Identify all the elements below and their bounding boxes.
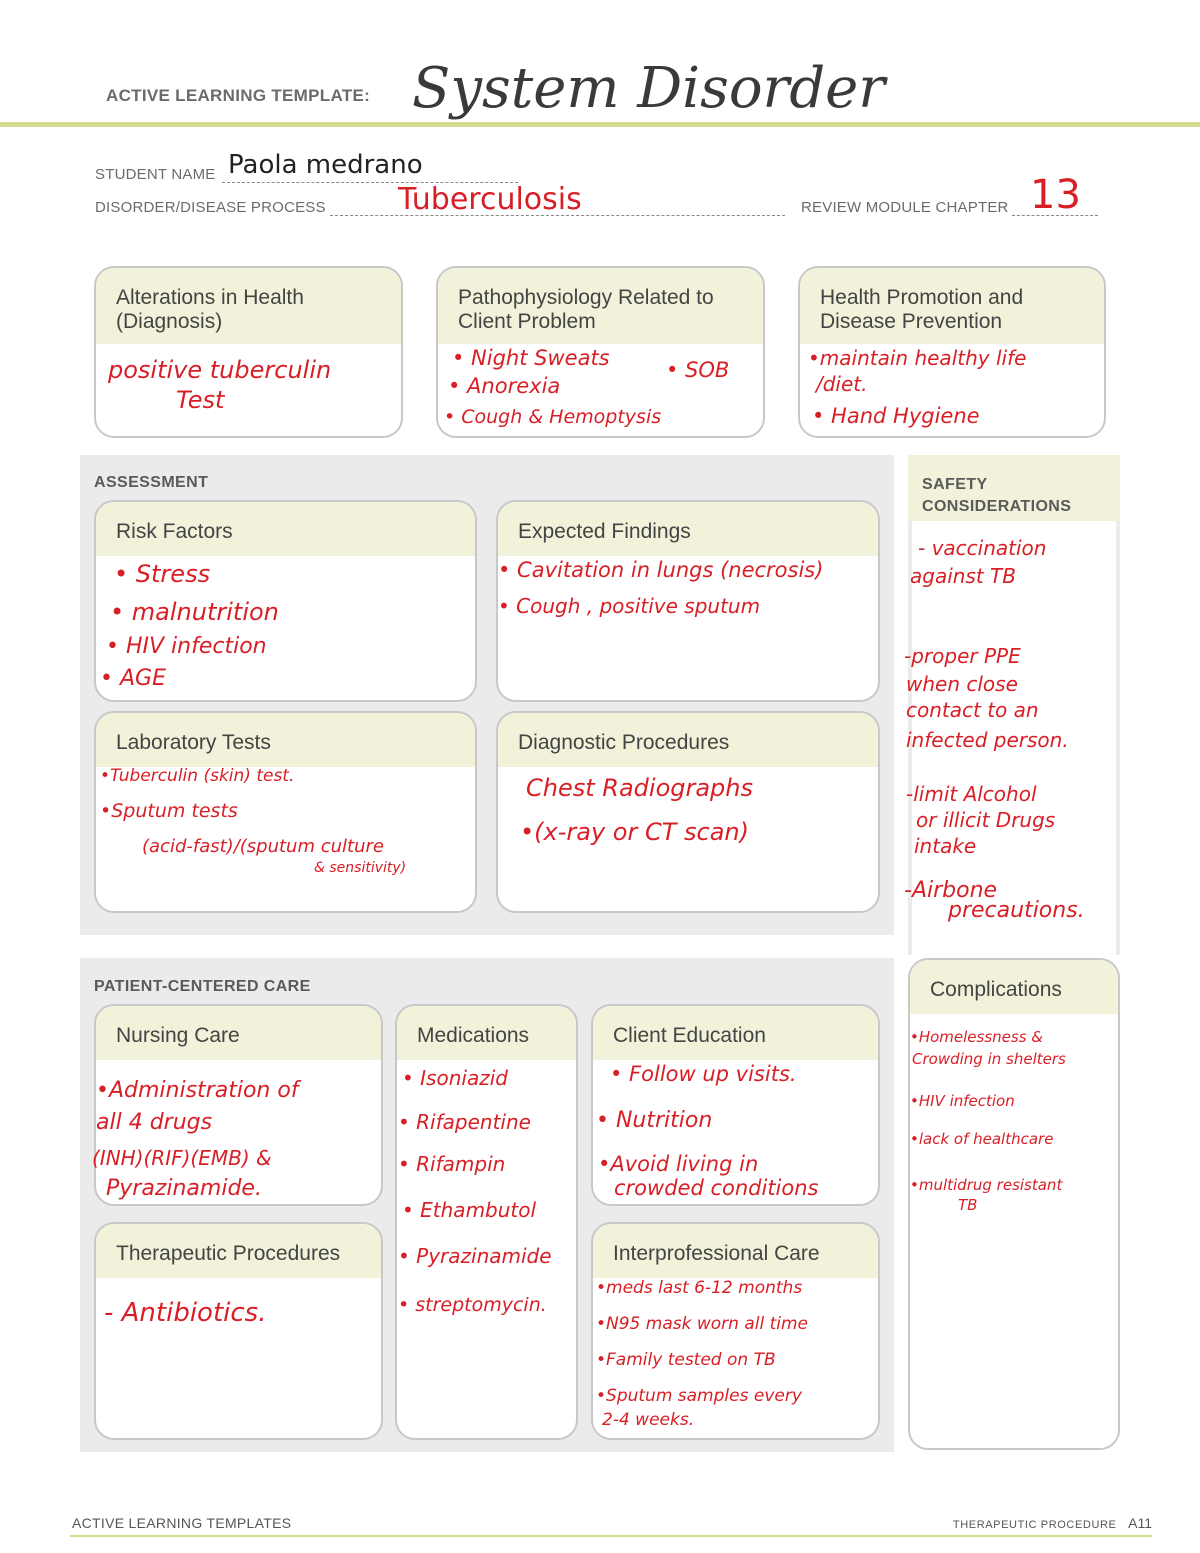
medications-title: Medications <box>397 1006 576 1060</box>
student-name-value[interactable]: Paola medrano <box>228 150 423 180</box>
risk-factors-title: Risk Factors <box>96 502 475 556</box>
lab-test-line-4: & sensitivity) <box>314 860 407 876</box>
assessment-label: ASSESSMENT <box>94 474 209 491</box>
alterations-box <box>94 266 403 438</box>
alterations-title: Alterations in Health (Diagnosis) <box>96 268 401 344</box>
health-promotion-title: Health Promotion and Disease Prevention <box>800 268 1104 344</box>
patho-item-4: • Cough & Hemoptysis <box>444 406 662 428</box>
diagnostic-procedures-title: Diagnostic Procedures <box>498 713 878 767</box>
patho-item-1: • Night Sweats <box>452 346 610 370</box>
client-education-title: Client Education <box>593 1006 878 1060</box>
page-number: A11 <box>1128 1515 1152 1531</box>
risk-factor-item: • Stress <box>114 560 211 588</box>
expected-findings-title: Expected Findings <box>498 502 878 556</box>
patho-item-3: • Anorexia <box>448 374 561 398</box>
diagnostic-procedures-box <box>496 711 880 913</box>
complications-title: Complications <box>910 960 1118 1014</box>
nursing-care-line: •Administration of <box>96 1078 299 1103</box>
safety-label: SAFETY CONSIDERATIONS <box>922 476 1072 516</box>
patho-item-2: • SOB <box>666 358 730 382</box>
header-divider <box>0 122 1200 127</box>
medication-item: • Rifampin <box>398 1152 506 1176</box>
student-name-label: STUDENT NAME <box>95 166 216 183</box>
interprofessional-line-5: 2-4 weeks. <box>602 1410 695 1430</box>
risk-factor-item: • malnutrition <box>110 598 279 626</box>
nursing-care-line: all 4 drugs <box>96 1110 213 1135</box>
safety-line: -proper PPE <box>904 644 1021 668</box>
complications-line-2: Crowding in shelters <box>912 1050 1066 1068</box>
lab-test-line-1: •Tuberculin (skin) test. <box>100 766 295 786</box>
complications-line-3: •HIV infection <box>910 1092 1015 1110</box>
page-title: System Disorder <box>412 56 886 121</box>
lab-test-line-3: (acid-fast)/(sputum culture <box>142 836 384 857</box>
medication-item: • Ethambutol <box>402 1198 537 1222</box>
safety-line: against TB <box>910 564 1016 588</box>
footer-left-label: ACTIVE LEARNING TEMPLATES <box>72 1515 292 1531</box>
interprofessional-line-2: •N95 mask worn all time <box>596 1314 809 1334</box>
interprofessional-line-1: •meds last 6-12 months <box>596 1278 803 1298</box>
alterations-line-1: positive tuberculin <box>108 356 332 384</box>
pathophysiology-title: Pathophysiology Related to Client Problem <box>438 268 763 344</box>
expected-finding-item: • Cough , positive sputum <box>498 594 761 618</box>
medication-item: • streptomycin. <box>398 1294 547 1316</box>
interprofessional-line-3: •Family tested on TB <box>596 1350 776 1370</box>
nursing-care-line: (INH)(RIF)(EMB) & <box>92 1146 272 1170</box>
therapeutic-procedure-line: - Antibiotics. <box>104 1298 267 1328</box>
safety-line: -limit Alcohol <box>906 782 1037 806</box>
alterations-line-2: Test <box>176 386 225 414</box>
complications-line-4: •lack of healthcare <box>910 1130 1054 1148</box>
lab-test-line-2: •Sputum tests <box>100 800 238 822</box>
disorder-value[interactable]: Tuberculosis <box>398 182 582 217</box>
nursing-care-line: Pyrazinamide. <box>106 1176 262 1201</box>
template-label: ACTIVE LEARNING TEMPLATE: <box>106 86 371 105</box>
expected-finding-item: • Cavitation in lungs (necrosis) <box>498 558 824 582</box>
review-chapter-label: REVIEW MODULE CHAPTER <box>801 199 1009 216</box>
client-education-line-4: crowded conditions <box>614 1176 819 1200</box>
client-education-line-3: •Avoid living in <box>598 1152 759 1176</box>
medication-item: • Pyrazinamide <box>398 1244 552 1268</box>
footer-divider <box>70 1535 1152 1537</box>
medication-item: • Rifapentine <box>398 1110 531 1134</box>
safety-line: - vaccination <box>918 536 1047 560</box>
health-promotion-line-2: /diet. <box>816 372 868 396</box>
footer-section-label: THERAPEUTIC PROCEDURE <box>952 1519 1117 1531</box>
therapeutic-procedures-title: Therapeutic Procedures <box>96 1224 381 1278</box>
diagnostic-line-2: •(x-ray or CT scan) <box>520 818 749 846</box>
footer-right <box>953 1515 1152 1531</box>
risk-factor-item: • AGE <box>100 666 166 691</box>
review-chapter-value[interactable]: 13 <box>1030 172 1081 218</box>
client-education-line-1: • Follow up visits. <box>610 1062 797 1086</box>
therapeutic-procedures-box <box>94 1222 383 1440</box>
health-promotion-line-3: • Hand Hygiene <box>812 404 980 428</box>
diagnostic-line-1: Chest Radiographs <box>526 774 754 802</box>
safety-line: precautions. <box>948 898 1085 923</box>
interprofessional-care-title: Interprofessional Care <box>593 1224 878 1278</box>
laboratory-tests-title: Laboratory Tests <box>96 713 475 767</box>
safety-line: when close <box>906 672 1018 696</box>
complications-line-6: TB <box>958 1196 978 1214</box>
medication-item: • Isoniazid <box>402 1066 508 1090</box>
safety-line: contact to an <box>906 698 1039 722</box>
client-education-line-2: • Nutrition <box>596 1108 713 1133</box>
safety-line: or illicit Drugs <box>916 808 1056 832</box>
nursing-care-title: Nursing Care <box>96 1006 381 1060</box>
interprofessional-line-4: •Sputum samples every <box>596 1386 802 1406</box>
safety-line: infected person. <box>906 728 1069 752</box>
complications-line-1: •Homelessness & <box>910 1028 1044 1046</box>
patient-care-label: PATIENT-CENTERED CARE <box>94 978 311 995</box>
safety-line: intake <box>914 834 977 858</box>
safety-line: -Airbone <box>904 878 998 903</box>
disorder-label: DISORDER/DISEASE PROCESS <box>95 199 326 216</box>
health-promotion-line-1: •maintain healthy life <box>808 346 1027 370</box>
risk-factor-item: • HIV infection <box>106 634 267 659</box>
complications-line-5: •multidrug resistant <box>910 1176 1063 1194</box>
